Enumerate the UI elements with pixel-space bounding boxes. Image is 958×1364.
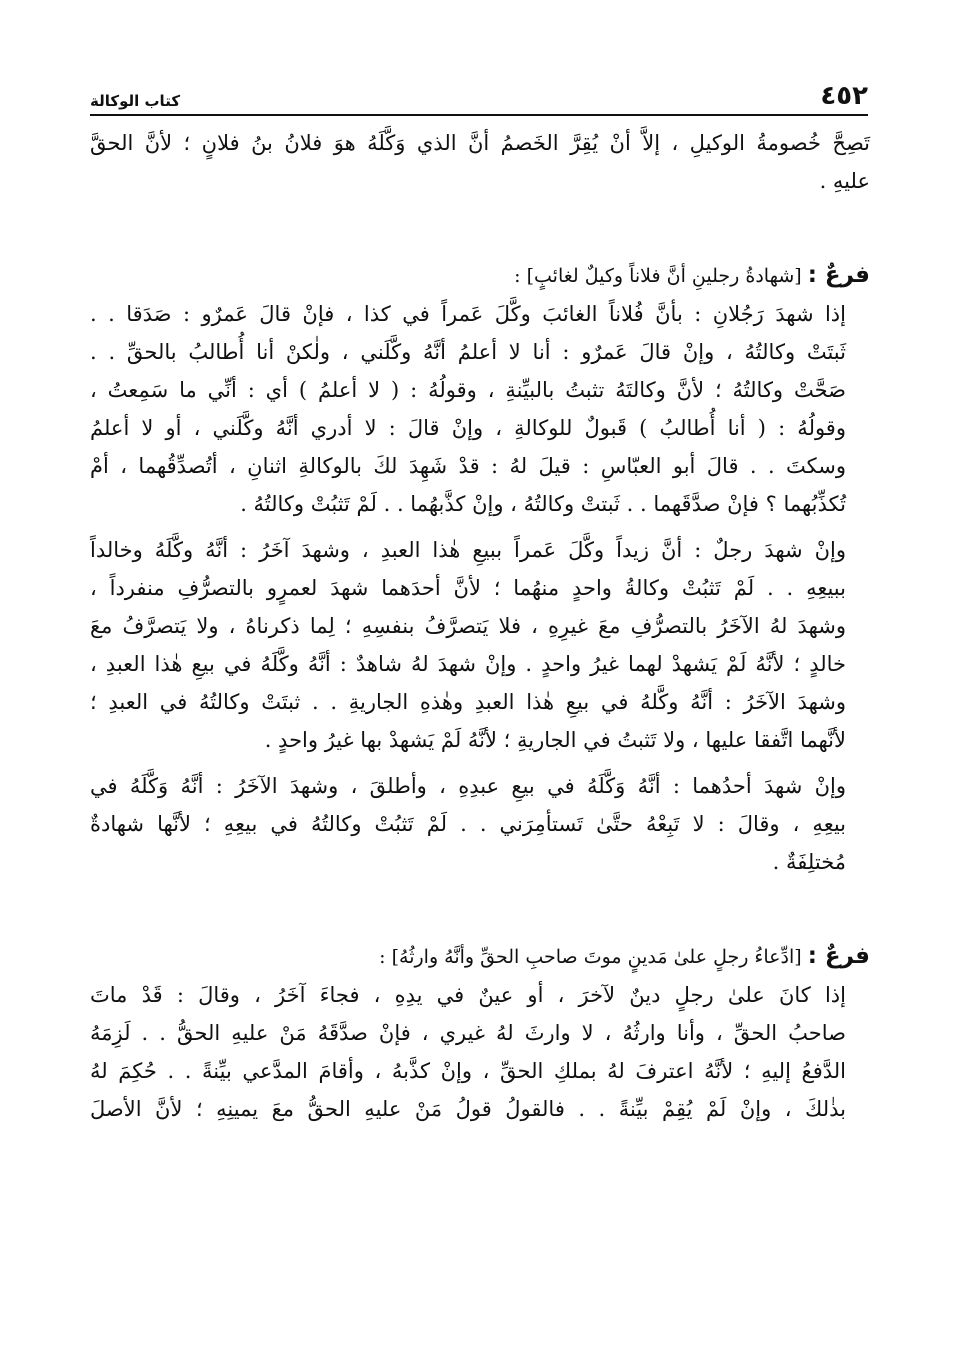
text-line: الدَّفعُ إليهِ ؛ لأنَّهُ اعترفَ لهُ بملكِ الحقِّ ، وإنْ كذَّبهُ ، وأقامَ المدَّعي بيِّنةً . . حُكِمَ لهُ bbox=[90, 1059, 846, 1083]
text-line: خالدٍ ؛ لأنَّهُ لَمْ يَشهدْ لهما غيرُ واحدٍ . وإنْ شهدَ لهُ شاهدٌ : أنَّهُ وكَّلَهُ في بيعِ هٰذا العبدِ ، bbox=[90, 652, 846, 676]
text-line: وشهدَ الآخَرُ : أنَّهُ وكَّلهُ في بيعِ هٰذا العبدِ وهٰذهِ الجاريةِ . . ثبتَتْ وكالتُهُ في العبدِ ؛ bbox=[90, 690, 846, 714]
page-number: ٤٥٢ bbox=[820, 81, 868, 111]
text-line: مُختلِفَةٌ . bbox=[772, 850, 846, 874]
paragraph bbox=[90, 531, 870, 759]
text-line: ببيعِهِ . . لَمْ تَثبُتْ وكالةُ واحدٍ منهُما ؛ لأنَّ أحدَهما شهدَ لعمرٍو بالتصرُّفِ منفرداً ، bbox=[90, 576, 846, 600]
paragraph bbox=[90, 767, 870, 881]
text-line: لأنَّهما اتَّفقا عليها ، ولا تَثبتُ في الجاريةِ ؛ لأنَّهُ لَمْ يَشهدْ بها غيرُ واحدٍ . bbox=[264, 728, 846, 752]
text-line: تُكذِّبُهما ؟ فإنْ صدَّقَهما . . ثَبتتْ وكالتُهُ ، وإنْ كذَّبهُما . . لَمْ تَثبُتْ وكالتُهُ . bbox=[240, 492, 846, 516]
text-line: بذٰلكَ ، وإنْ لَمْ يُقِمْ بيِّنةً . . فالقولُ قولُ مَنْ عليهِ الحقُّ معَ يمينِهِ ؛ لأنَّ الأصلَ bbox=[90, 1097, 846, 1121]
section-label: فرعٌ : bbox=[807, 943, 870, 969]
paragraph bbox=[90, 295, 870, 523]
page-header bbox=[90, 82, 868, 116]
paragraph bbox=[90, 976, 870, 1128]
text-line: صاحبُ الحقِّ ، وأنا وارثُهُ ، لا وارثَ لهُ غيري ، فإنْ صدَّقَهُ مَنْ عليهِ الحقُّ . . لَزِمَهُ bbox=[90, 1021, 846, 1045]
text-line: عليهِ . bbox=[819, 169, 870, 193]
text-line: وسكتَ . . قالَ أبو العبّاسِ : قيلَ لهُ : قدْ شَهِدَ لكَ بالوكالةِ اثنانِ ، أتُصدِّقُهما ، أمْ bbox=[90, 454, 846, 478]
section-heading bbox=[90, 256, 870, 295]
text-line: تَصِحَّ خُصومةُ الوكيلِ ، إلاَّ أنْ يُقِرَّ الخَصمُ أنَّ الذي وَكَّلَهُ هوَ فلانُ بنُ فلانٍ ؛ لأنَّ الحقَّ bbox=[90, 131, 870, 155]
text-line: إذا كانَ علىٰ رجلٍ دينٌ لآخرَ ، أو عينٌ في يدِهِ ، فجاءَ آخَرُ ، وقالَ : قَدْ ماتَ bbox=[90, 983, 846, 1007]
paragraph-continuation bbox=[90, 124, 870, 200]
text-line: وإنْ شهدَ أحدُهما : أنَّهُ وَكَّلَهُ في بيعِ عبدِهِ ، وأطلقَ ، وشهدَ الآخَرُ : أنَّهُ وَكَّلَهُ في bbox=[90, 774, 846, 798]
text-line: وقولُهُ : ( أنا أُطالبُ ) قَبولٌ للوكالةِ ، وإنْ قالَ : لا أدري أنَّهُ وكَّلَني ، أو لا أعلمُ bbox=[90, 416, 846, 440]
text-line: صَحَّتْ وكالتُهُ ؛ لأنَّ وكالتَهُ تثبتُ بالبيِّنةِ ، وقولُهُ : ( لا أعلمُ ) أي : أنِّي ما سَمِعتُ ، bbox=[90, 378, 846, 402]
section-title: [ادِّعاءُ رجلٍ علىٰ مَدينٍ موتَ صاحبِ الحقِّ وأنَّهُ وارثُهُ] : bbox=[379, 946, 802, 968]
section-title: [شهادةُ رجلينِ أنَّ فلاناً وكيلٌ لغائبٍ] : bbox=[514, 265, 802, 287]
page-body bbox=[90, 124, 870, 1128]
section-label: فرعٌ : bbox=[807, 262, 870, 288]
text-line: وإنْ شهدَ رجلٌ : أنَّ زيداً وكَّلَ عَمراً ببيعِ هٰذا العبدِ ، وشهدَ آخَرُ : أنَّهُ وكَّلَهُ وخالداً bbox=[90, 538, 846, 562]
text-line: إذا شهدَ رَجُلانِ : بأنَّ فُلاناً الغائبَ وكَّلَ عَمراً في كذا ، فإنْ قالَ عَمرٌو : صَدَقا . . bbox=[90, 302, 846, 326]
text-line: بيعِهِ ، وقالَ : لا تَبِعْهُ حتَّىٰ تَستأمِرَني . . لَمْ تَثبُتْ وكالتُهُ في بيعِهِ ؛ لأنَّها شهادةٌ bbox=[90, 812, 846, 836]
section-heading bbox=[90, 937, 870, 976]
running-title: كتاب الوكالة bbox=[90, 92, 181, 110]
text-line: ثَبتَتْ وكالتُهُ ، وإنْ قالَ عَمرٌو : أنا لا أعلمُ أنَّهُ وكَّلَني ، ولٰكنْ أنا أُطالبُ بالحقِّ . . bbox=[90, 340, 846, 364]
text-line: وشهدَ لهُ الآخَرُ بالتصرُّفِ معَ غيرِهِ ، فلا يَتصرَّفُ بنفسِهِ ؛ لِما ذكرناهُ ، ولا يَتصرَّفُ معَ bbox=[90, 614, 846, 638]
